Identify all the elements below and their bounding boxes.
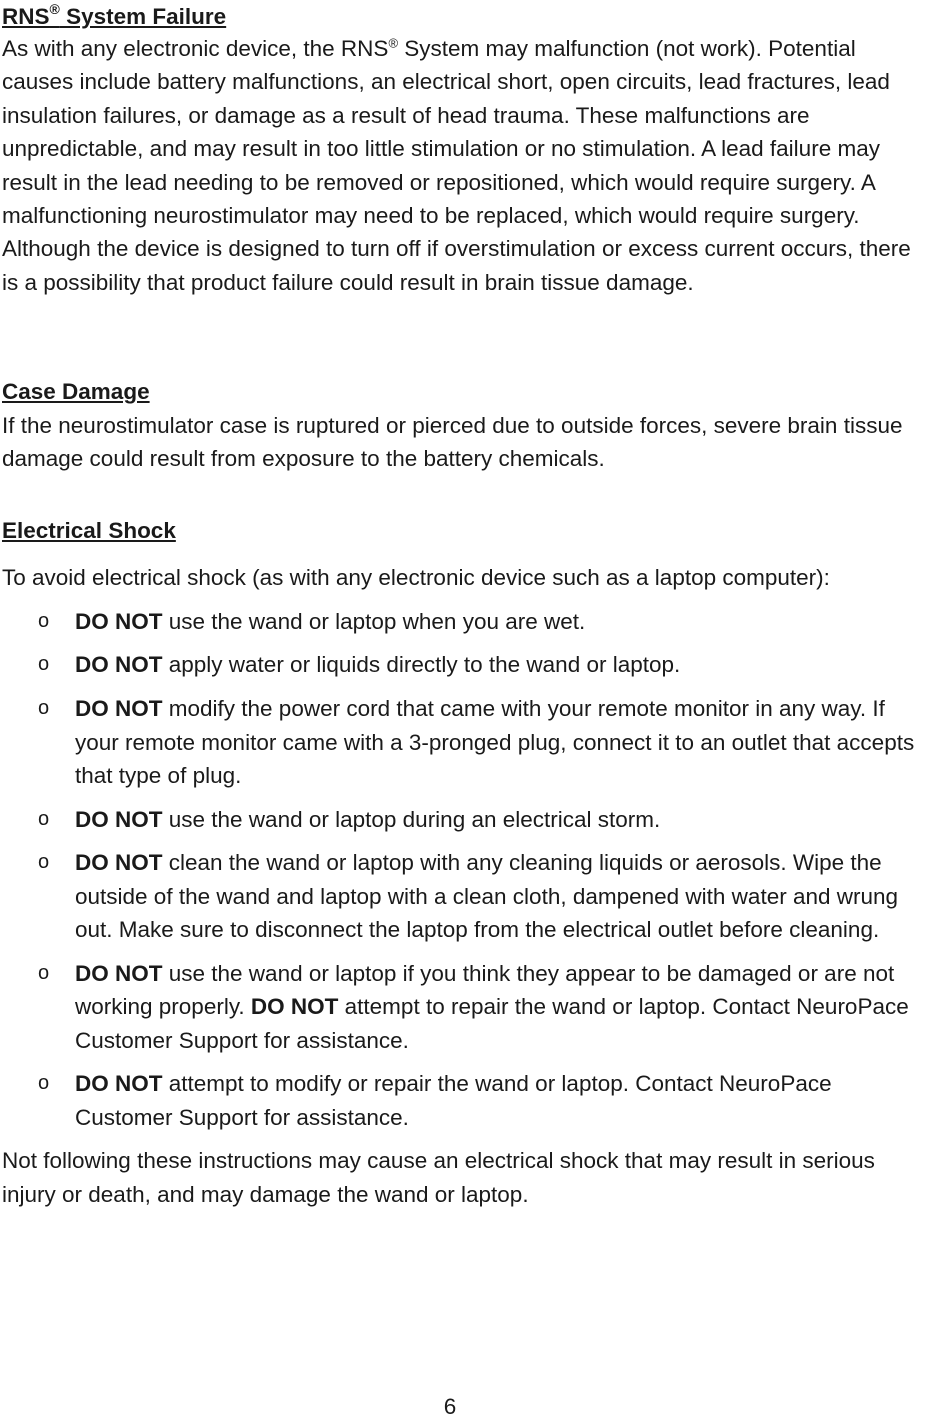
do-not-label: DO NOT <box>250 994 339 1020</box>
paragraph-electrical-shock-closing: Not following these instructions may cause an electrical shock that may result in serious injury or death, and may damage the wand or laptop. <box>2 1148 875 1207</box>
list-item <box>2 1067 928 1134</box>
paragraph-text-part1: As with any electronic device, the RNS <box>2 36 389 61</box>
section-case-damage <box>2 377 928 476</box>
page-number: 6 <box>443 1394 457 1419</box>
list-item-text: use the wand or laptop if you think they appear to be damaged or are not working properly. <box>75 960 895 1020</box>
list-item <box>2 957 928 1057</box>
bullet-icon: o <box>38 653 50 676</box>
bullet-icon: o <box>38 961 50 984</box>
heading-electrical-shock: Electrical Shock <box>2 518 176 543</box>
do-not-label: DO NOT <box>75 806 163 832</box>
heading-system-failure-text: System Failure <box>59 4 227 29</box>
do-not-label: DO NOT <box>75 696 163 722</box>
list-item <box>2 605 928 638</box>
warning-list <box>2 605 928 1134</box>
list-item-text: modify the power cord that came with your remote monitor in any way. If your remote monitor came with a 3-pronged plug, connect it to an outlet that accepts that type of plug. <box>75 696 915 788</box>
do-not-label: DO NOT <box>75 850 163 876</box>
paragraph-rns-system-failure <box>2 32 928 299</box>
list-item <box>2 846 928 946</box>
registered-mark: ® <box>49 0 60 17</box>
registered-mark: ® <box>388 35 399 51</box>
list-item-text: clean the wand or laptop with any cleaning liquids or aerosols. Wipe the outside of the wand and laptop with a clean cloth, dampened with water and wrung out. Make sure to disconnect the laptop from the electrical outlet before cleaning. <box>75 850 899 943</box>
list-item <box>2 692 928 792</box>
paragraph-case-damage: If the neurostimulator case is ruptured or pierced due to outside forces, severe brain tissue damage could result from exposure to the battery chemicals. <box>2 413 903 472</box>
bullet-icon: o <box>38 697 50 720</box>
do-not-label: DO NOT <box>75 960 163 986</box>
list-item-text: apply water or liquids directly to the wand or laptop. <box>162 652 681 678</box>
heading-rns-system-failure <box>2 2 928 32</box>
list-item-text: attempt to repair the wand or laptop. Contact NeuroPace Customer Support for assistance. <box>75 994 909 1053</box>
list-item <box>2 803 928 836</box>
paragraph-text-part2: System may malfunction (not work). Potential causes include battery malfunctions, an electrical short, open circuits, lead fractures, lead insulation failures, or damage as a result of head trauma. These malfunctions are unpredictable, and may result in too little stimulation or no stimulation. A lead failure may result in the lead needing to be removed or repositioned, which would require surgery. A malfunctioning neurostimulator may need to be replaced, which would require surgery. Although the device is designed to turn off if overstimulation or excess current occurs, there is a possibility that product failure could result in brain tissue damage. <box>2 36 911 295</box>
paragraph-electrical-shock-intro: To avoid electrical shock (as with any electronic device such as a laptop computer): <box>2 565 830 590</box>
bullet-icon: o <box>38 807 50 830</box>
do-not-label: DO NOT <box>75 1071 163 1097</box>
list-item <box>2 648 928 681</box>
section-rns-system-failure <box>2 2 928 299</box>
list-item-text: use the wand or laptop when you are wet. <box>162 608 586 634</box>
heading-case-damage: Case Damage <box>2 379 150 404</box>
heading-rns-text: RNS <box>2 4 50 29</box>
do-not-label: DO NOT <box>75 652 163 678</box>
do-not-label: DO NOT <box>75 608 163 634</box>
bullet-icon: o <box>38 851 50 874</box>
list-item-text: use the wand or laptop during an electrical storm. <box>162 806 661 832</box>
section-electrical-shock <box>2 516 928 1211</box>
bullet-icon: o <box>38 609 50 632</box>
list-item-text: attempt to modify or repair the wand or laptop. Contact NeuroPace Customer Support for assistance. <box>75 1071 832 1130</box>
bullet-icon: o <box>38 1072 50 1095</box>
